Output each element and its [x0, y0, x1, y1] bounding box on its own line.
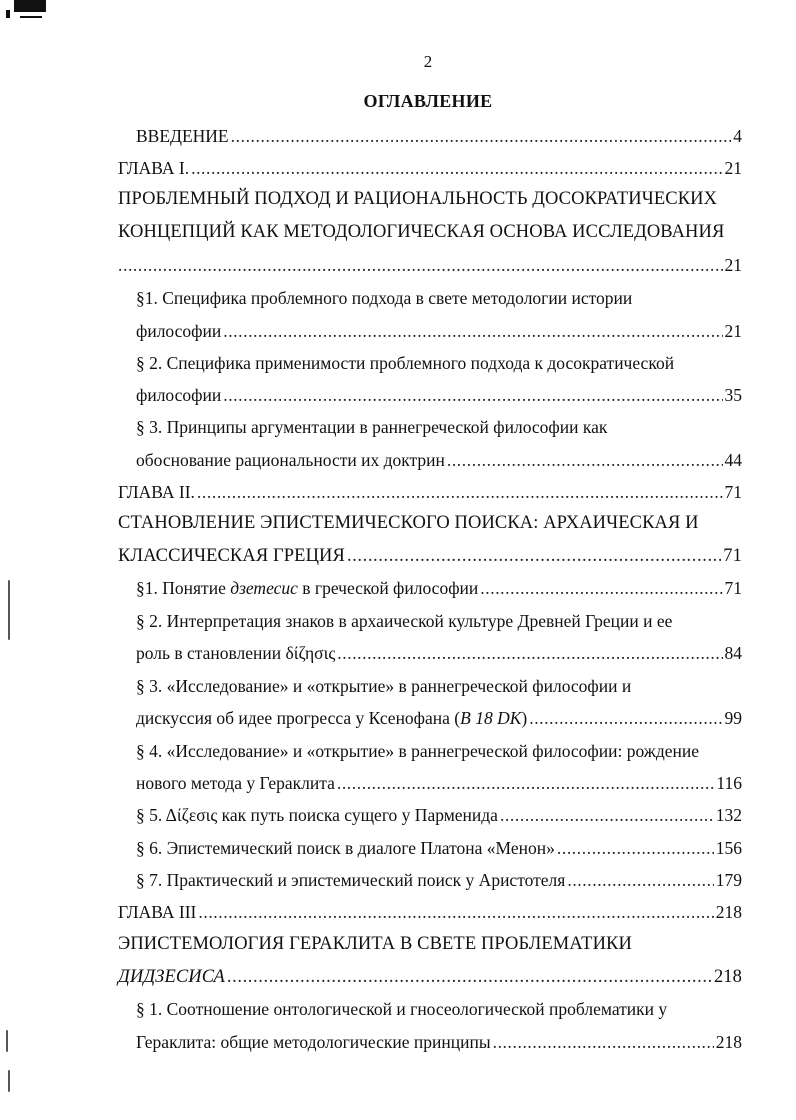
dot-leader: [227, 966, 712, 988]
dot-leader: [557, 837, 714, 859]
scan-artifact: [8, 580, 10, 640]
toc-entry-page: 218: [713, 967, 742, 987]
toc-entry: [136, 804, 742, 826]
toc-section-text: § 3. Принципы аргументации в раннегреческой философии как: [136, 417, 608, 437]
toc-chapter-title: КОНЦЕПЦИЙ КАК МЕТОДОЛОГИЧЕСКАЯ ОСНОВА ИССЛЕДОВАНИЯ: [118, 222, 725, 242]
toc-entry-page: 21: [724, 255, 742, 275]
toc-entry: [118, 901, 742, 923]
toc-entry: [118, 481, 742, 503]
dot-leader: [197, 481, 723, 503]
toc-entry-label: ГЛАВА I.: [118, 158, 190, 178]
dot-leader: [529, 707, 722, 729]
toc-entry-page: 71: [723, 546, 742, 566]
toc-entry: [136, 577, 742, 599]
toc-entry: [136, 320, 742, 342]
toc-entry-page: 156: [715, 838, 742, 858]
toc-entry: [118, 545, 742, 567]
toc-entry: [118, 254, 742, 276]
toc-chapter-title: ПРОБЛЕМНЫЙ ПОДХОД И РАЦИОНАЛЬНОСТЬ ДОСОКРАТИЧЕСКИХ: [118, 189, 718, 209]
toc-entry-label: нового метода у Гераклита: [136, 773, 335, 793]
toc-entry-page: 71: [724, 482, 742, 502]
toc-chapter-title: СТАНОВЛЕНИЕ ЭПИСТЕМИЧЕСКОГО ПОИСКА: АРХАИЧЕСКАЯ И: [118, 513, 699, 533]
toc-chapter-title: ЭПИСТЕМОЛОГИЯ ГЕРАКЛИТА В СВЕТЕ ПРОБЛЕМАТИКИ: [118, 934, 632, 954]
toc-entry-label: ВВЕДЕНИЕ: [136, 126, 229, 146]
toc-entry-label: § 5. Δίζεσις как путь поиска сущего у Парменида: [136, 805, 498, 825]
toc-entry-label: Гераклита: общие методологические принципы: [136, 1032, 491, 1052]
dot-leader: [223, 384, 722, 406]
toc-entry: [136, 707, 742, 729]
dot-leader: [337, 642, 722, 664]
toc-section-text: § 2. Специфика применимости проблемного подхода к досократической: [136, 353, 675, 373]
scan-artifact: [14, 0, 46, 12]
toc-entry-label: ГЛАВА II.: [118, 482, 195, 502]
toc-entry-page: 71: [724, 578, 742, 598]
dot-leader: [347, 545, 721, 567]
toc-entry-label: ДИДЗЕСИСА: [118, 967, 225, 987]
toc-entry-page: 84: [724, 643, 742, 663]
toc-entry-label: дискуссия об идее прогресса у Ксенофана (B 18 DK): [136, 708, 528, 728]
toc-entry-page: 21: [724, 321, 742, 341]
toc-entry-page: 35: [724, 385, 742, 405]
dot-leader: [447, 449, 723, 471]
toc-section-text: § 2. Интерпретация знаков в архаической культуре Древней Греции и ее: [136, 611, 673, 631]
toc-section-text: § 1. Соотношение онтологической и гносеологической проблематики у: [136, 999, 668, 1019]
scan-artifact: [20, 16, 42, 18]
toc-entry: [136, 1031, 742, 1053]
dot-leader: [337, 772, 715, 794]
toc-entry-page: 116: [716, 773, 742, 793]
dot-leader: [567, 869, 713, 891]
scan-artifact: [8, 1070, 10, 1092]
toc-section-text: § 3. «Исследование» и «открытие» в раннегреческой философии и: [136, 676, 632, 696]
toc-entry: [118, 157, 742, 179]
toc-entry-label: философии: [136, 385, 222, 405]
toc-entry-page: 132: [715, 805, 742, 825]
dot-leader: [480, 577, 722, 599]
toc-entry-label: философии: [136, 321, 222, 341]
toc-entry-label: § 7. Практический и эпистемический поиск у Аристотеля: [136, 870, 566, 890]
toc-entry-page: 218: [715, 902, 742, 922]
page-number: 2: [423, 52, 433, 71]
toc-section-text: §1. Специфика проблемного подхода в свете методологии истории: [136, 288, 633, 308]
toc-entry-page: 99: [724, 708, 742, 728]
toc-entry-page: 21: [724, 158, 742, 178]
toc-entry: [136, 384, 742, 406]
toc-entry-page: 4: [733, 126, 742, 146]
scan-artifact: [6, 10, 10, 18]
toc-entry: [136, 837, 742, 859]
dot-leader: [223, 320, 722, 342]
dot-leader: [191, 157, 722, 179]
toc-entry-page: 44: [724, 450, 742, 470]
toc-entry-page: 218: [715, 1032, 742, 1052]
dot-leader: [231, 125, 732, 147]
page-title: ОГЛАВЛЕНИЕ: [363, 91, 493, 111]
dot-leader: [198, 901, 713, 923]
toc-entry: [136, 869, 742, 891]
scan-artifact: [6, 1030, 8, 1052]
dot-leader: [493, 1031, 714, 1053]
toc-entry-label: §1. Понятие дзетесис в греческой философии: [136, 578, 479, 598]
toc-entry: [136, 772, 742, 794]
toc-entry-page: 179: [715, 870, 742, 890]
dot-leader: [118, 254, 723, 276]
toc-entry: [136, 125, 742, 147]
toc-entry-label: § 6. Эпистемический поиск в диалоге Платона «Менон»: [136, 838, 555, 858]
toc-entry-label: КЛАССИЧЕСКАЯ ГРЕЦИЯ: [118, 546, 345, 566]
toc-entry: [118, 966, 742, 988]
toc-entry: [136, 642, 742, 664]
toc-entry: [136, 449, 742, 471]
toc-entry-label: обоснование рациональности их доктрин: [136, 450, 445, 470]
toc-section-text: § 4. «Исследование» и «открытие» в раннегреческой философии: рождение: [136, 741, 700, 761]
toc-entry-label: ГЛАВА III: [118, 902, 197, 922]
toc-entry-label: роль в становлении δίζησις: [136, 643, 336, 663]
dot-leader: [500, 804, 714, 826]
